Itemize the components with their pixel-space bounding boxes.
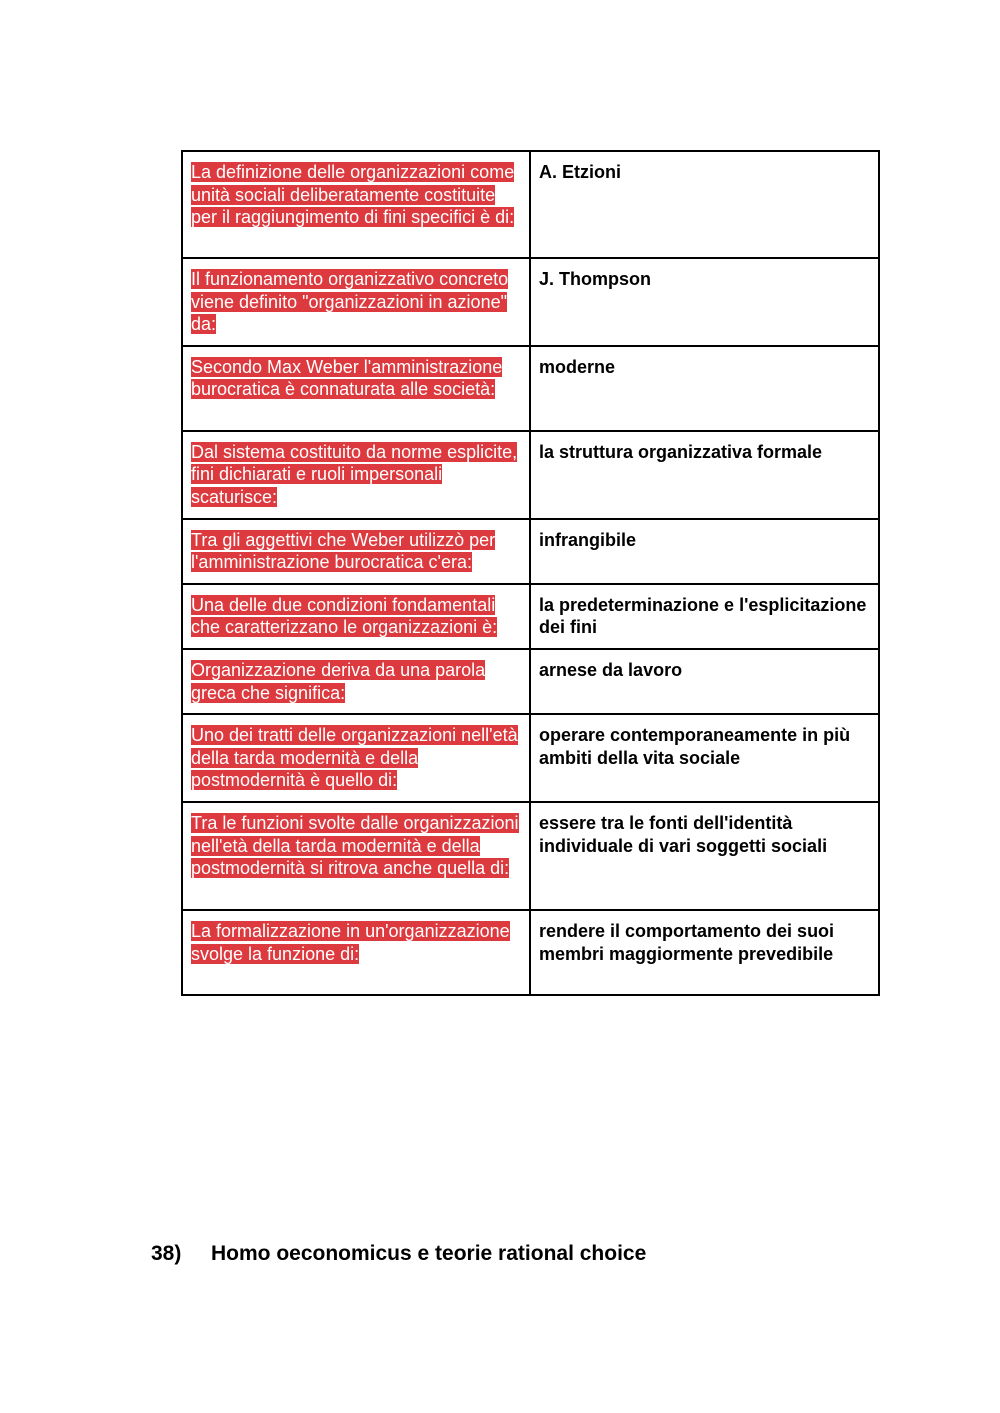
table-row <box>182 584 879 649</box>
table-row <box>182 519 879 584</box>
answer-cell <box>530 714 879 802</box>
table-row <box>182 346 879 431</box>
table-row <box>182 714 879 802</box>
answer-cell <box>530 431 879 519</box>
table-row <box>182 910 879 995</box>
question-text: Il funzionamento organizzativo concreto viene definito "organizzazioni in azione" da: <box>191 269 509 335</box>
answer-text: J. Thompson <box>539 269 651 289</box>
question-cell <box>182 649 530 714</box>
question-cell <box>182 519 530 584</box>
answer-cell <box>530 151 879 258</box>
answer-text: la struttura organizzativa formale <box>539 441 823 462</box>
answer-text: rendere il comportamento dei suoi membri maggiormente prevedibile <box>539 920 835 964</box>
question-text: Secondo Max Weber l'amministrazione burocratica è connaturata alle società: <box>191 356 503 400</box>
question-cell <box>182 258 530 346</box>
answer-text: moderne <box>539 356 616 377</box>
question-cell <box>182 151 530 258</box>
question-cell <box>182 584 530 649</box>
section-heading <box>151 1242 646 1266</box>
answer-cell <box>530 584 879 649</box>
answer-text: operare contemporaneamente in più ambiti della vita sociale <box>539 725 851 768</box>
answer-cell <box>530 519 879 584</box>
question-cell <box>182 431 530 519</box>
question-text: La formalizzazione in un'organizzazione svolge la funzione di: <box>191 920 510 964</box>
question-cell <box>182 346 530 431</box>
table-row <box>182 151 879 258</box>
answer-text: essere tra le fonti dell'identità individuale di vari soggetti sociali <box>539 812 828 856</box>
question-text: Organizzazione deriva da una parola greca che significa: <box>191 659 486 703</box>
answer-text: A. Etzioni <box>539 162 621 182</box>
answer-text: infrangibile <box>539 529 637 550</box>
question-cell <box>182 714 530 802</box>
table-row <box>182 258 879 346</box>
answer-cell <box>530 258 879 346</box>
question-text: Dal sistema costituito da norme esplicite, fini dichiarati e ruoli impersonali scaturisce: <box>191 441 518 507</box>
question-text: Uno dei tratti delle organizzazioni nell'età della tarda modernità e della postmodernità è quello di: <box>191 725 518 791</box>
question-text: La definizione delle organizzazioni come unità sociali deliberatamente costituite per il raggiungimento di fini specifici è di: <box>191 162 515 228</box>
answer-text: la predeterminazione e l'esplicitazione dei fini <box>539 594 867 638</box>
question-cell <box>182 802 530 910</box>
table-row <box>182 802 879 910</box>
answer-cell <box>530 346 879 431</box>
answer-text: arnese da lavoro <box>539 659 683 680</box>
answer-cell <box>530 910 879 995</box>
table-row <box>182 431 879 519</box>
answer-cell <box>530 802 879 910</box>
qa-table <box>181 150 880 996</box>
section-title: Homo oeconomicus e teorie rational choice <box>211 1242 647 1265</box>
section-number: 38) <box>151 1242 182 1265</box>
question-text: Tra gli aggettivi che Weber utilizzò per l'amministrazione burocratica c'era: <box>191 529 496 573</box>
table-row <box>182 649 879 714</box>
answer-cell <box>530 649 879 714</box>
question-cell <box>182 910 530 995</box>
question-text: Tra le funzioni svolte dalle organizzazioni nell'età della tarda modernità e della postmodernità si ritrova anche quella di: <box>191 812 519 879</box>
question-text: Una delle due condizioni fondamentali che caratterizzano le organizzazioni è: <box>191 594 498 638</box>
